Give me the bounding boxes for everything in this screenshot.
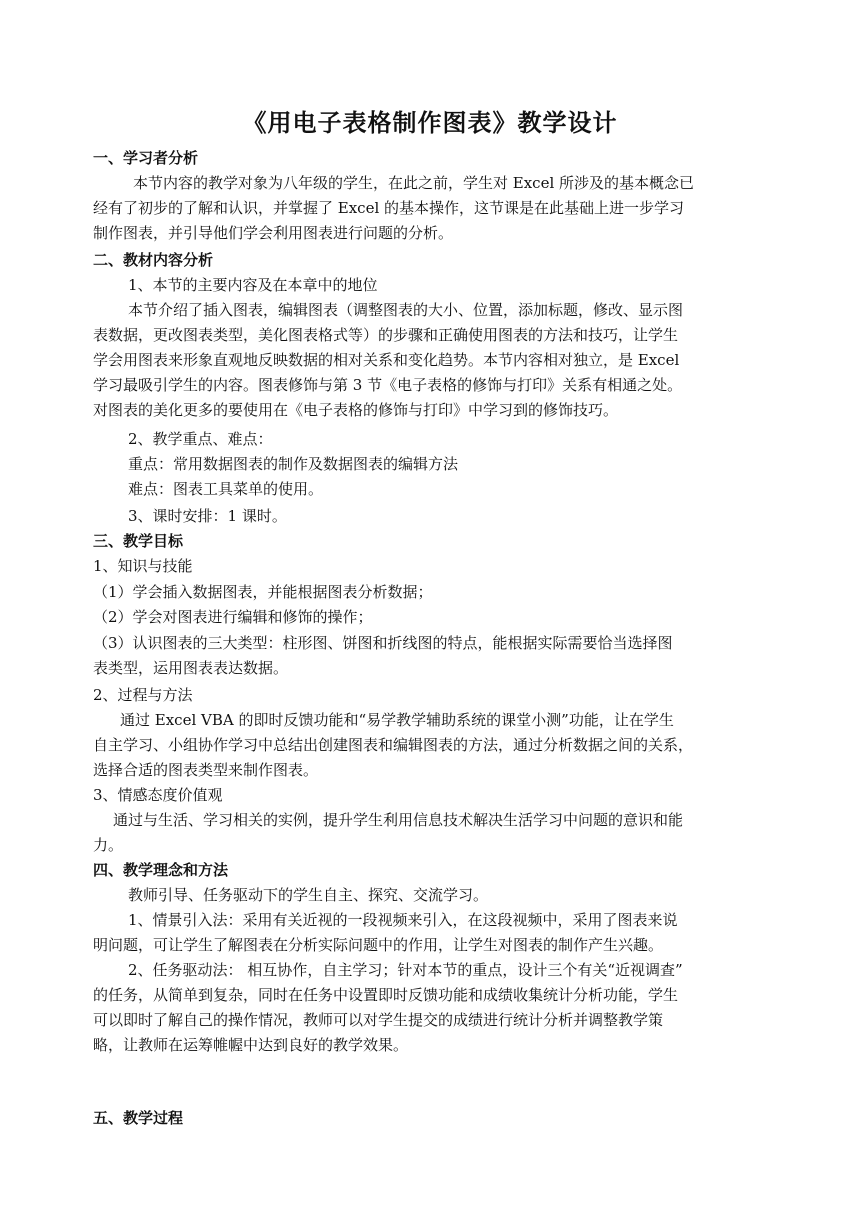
paragraph-line: 2、任务驱动法： 相互协作，自主学习；针对本节的重点，设计三个有关“近视调查” — [128, 961, 683, 979]
paragraph-line: 明问题，可让学生了解图表在分析实际问题中的作用，让学生对图表的制作产生兴趣。 — [93, 936, 664, 954]
document-title: 《用电子表格制作图表》教学设计 — [242, 108, 618, 137]
paragraph-line: 通过 Excel VBA 的即时反馈功能和“易学教学辅助系统的课堂小测”功能，让在学生 — [120, 711, 674, 729]
section-heading-objectives: 三、教学目标 — [93, 532, 184, 550]
section-heading-content-analysis: 二、教材内容分析 — [93, 251, 214, 269]
paragraph-line: 学会用图表来形象直观地反映数据的相对关系和变化趋势。本节内容相对独立，是 Excel — [93, 351, 680, 369]
paragraph-line: 选择合适的图表类型来制作图表。 — [93, 761, 319, 779]
paragraph-line: 对图表的美化更多的要使用在《电子表格的修饰与打印》中学习到的修饰技巧。 — [93, 401, 619, 419]
paragraph-line: 本节内容的教学对象为八年级的学生，在此之前，学生对 Excel 所涉及的基本概念已 — [133, 174, 695, 192]
section-heading-philosophy: 四、教学理念和方法 — [93, 861, 229, 879]
subheading-line: 3、课时安排：1 课时。 — [128, 507, 287, 525]
paragraph-line: 1、情景引入法：采用有关近视的一段视频来引入，在这段视频中，采用了图表来说 — [128, 911, 678, 929]
paragraph-line: 可以即时了解自己的操作情况，教师可以对学生提交的成绩进行统计分析并调整教学策 — [93, 1011, 664, 1029]
section-heading-process: 五、教学过程 — [93, 1109, 184, 1127]
list-item: （3）认识图表的三大类型：柱形图、饼图和折线图的特点，能根据实际需要恰当选择图 — [93, 634, 673, 652]
paragraph-line: 表数据，更改图表类型，美化图表格式等）的步骤和正确使用图表的方法和技巧，让学生 — [93, 326, 679, 344]
list-item: （1）学会插入数据图表，并能根据图表分析数据； — [93, 583, 433, 601]
paragraph-line: 力。 — [93, 836, 124, 854]
subheading-line: 2、教学重点、难点： — [128, 430, 273, 448]
paragraph-line: 重点：常用数据图表的制作及数据图表的编辑方法 — [128, 455, 459, 473]
paragraph-line: 表类型，运用图表表达数据。 — [93, 659, 289, 677]
paragraph-line: 通过与生活、学习相关的实例，提升学生利用信息技术解决生活学习中问题的意识和能 — [113, 811, 684, 829]
subheading-line: 2、过程与方法 — [93, 686, 193, 704]
subheading-line: 1、知识与技能 — [93, 557, 193, 575]
paragraph-line: 制作图表，并引导他们学会利用图表进行问题的分析。 — [93, 224, 454, 242]
paragraph-line: 本节介绍了插入图表，编辑图表（调整图表的大小、位置，添加标题，修改、显示图 — [128, 301, 684, 319]
paragraph-line: 略，让教师在运筹帷幄中达到良好的教学效果。 — [93, 1036, 409, 1054]
paragraph-line: 的任务，从简单到复杂，同时在任务中设置即时反馈功能和成绩收集统计分析功能，学生 — [93, 986, 679, 1004]
paragraph-line: 学习最吸引学生的内容。图表修饰与第 3 节《电子表格的修饰与打印》关系有相通之处。 — [93, 376, 683, 394]
paragraph-line: 难点：图表工具菜单的使用。 — [128, 480, 324, 498]
list-item: （2）学会对图表进行编辑和修饰的操作； — [93, 608, 373, 626]
paragraph-line: 自主学习、小组协作学习中总结出创建图表和编辑图表的方法，通过分析数据之间的关系， — [93, 736, 694, 754]
section-heading-learner-analysis: 一、学习者分析 — [93, 149, 199, 167]
subheading-line: 1、本节的主要内容及在本章中的地位 — [128, 276, 378, 294]
subheading-line: 3、情感态度价值观 — [93, 786, 223, 804]
paragraph-line: 经有了初步的了解和认识，并掌握了 Excel 的基本操作，这节课是在此基础上进一步学习 — [93, 199, 685, 217]
paragraph-line: 教师引导、任务驱动下的学生自主、探究、交流学习。 — [128, 886, 489, 904]
